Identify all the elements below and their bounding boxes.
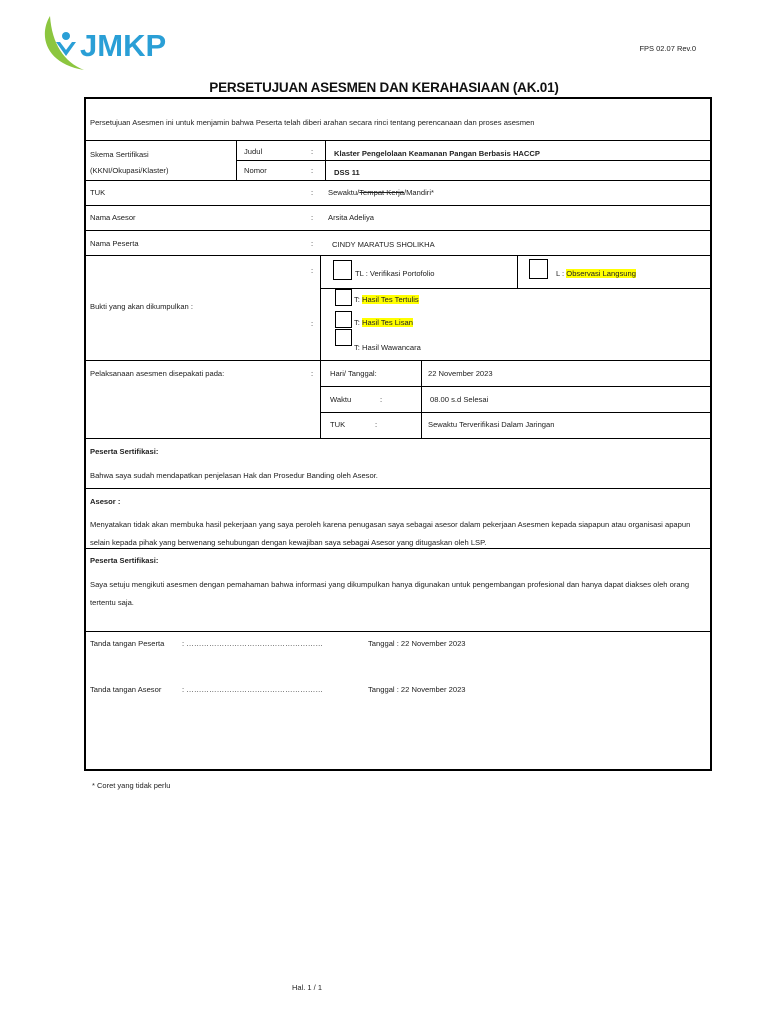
ttd-asesor-date: Tanggal : 22 November 2023 bbox=[368, 685, 466, 694]
row-divider bbox=[85, 631, 712, 632]
bukti-t1: T: Hasil Tes Tertulis bbox=[354, 295, 419, 304]
asesor-statement: Menyatakan tidak akan membuka hasil pekerjaan yang saya peroleh karena penugasan saya sebagai asesor dalam pekerjaan Asesmen kepada siapapun atau organisasi apapun selain kepada pihak yang berwenang sehubungan dengan kewajiban saya sebagai Asesor yang ditugaskan oleh LSP. bbox=[90, 520, 691, 547]
checkbox-tl[interactable] bbox=[333, 260, 352, 280]
asesor-heading: Asesor : bbox=[90, 497, 121, 506]
tuk-options bbox=[328, 188, 434, 197]
footnote: * Coret yang tidak perlu bbox=[92, 781, 171, 790]
ttd-peserta-label: Tanda tangan Peserta bbox=[90, 639, 165, 648]
row-divider bbox=[85, 488, 712, 489]
row-divider bbox=[236, 160, 712, 161]
colon: : bbox=[311, 213, 314, 222]
row-divider bbox=[85, 140, 712, 141]
checkbox-t3[interactable] bbox=[335, 329, 352, 346]
bukti-label: Bukti yang akan dikumpulkan : bbox=[90, 302, 193, 311]
row-divider bbox=[320, 386, 712, 387]
judul-label: Judul bbox=[244, 147, 263, 156]
judul-value: Klaster Pengelolaan Keamanan Pangan Berbasis HACCP bbox=[334, 149, 540, 158]
intro-text: Persetujuan Asesmen ini untuk menjamin bahwa Peserta telah diberi arahan secara rinci tentang perencanaan dan proses asesmen bbox=[90, 118, 535, 127]
svg-text:JMKP: JMKP bbox=[80, 28, 167, 63]
bukti-l: L : Observasi Langsung bbox=[556, 269, 636, 278]
tuk-option-tempat-kerja: Tempat Kerja bbox=[359, 188, 404, 197]
colon: : bbox=[311, 166, 314, 175]
ttd-peserta-date: Tanggal : 22 November 2023 bbox=[368, 639, 466, 648]
row-divider bbox=[320, 412, 712, 413]
jmkp-logo bbox=[42, 12, 192, 74]
row-divider bbox=[320, 288, 712, 289]
col-divider bbox=[421, 360, 422, 438]
row-divider bbox=[85, 230, 712, 231]
row-divider bbox=[85, 360, 712, 361]
asesor-value: Arsita Adeliya bbox=[328, 213, 375, 222]
peserta-statement-1: Bahwa saya sudah mendapatkan penjelasan Hak dan Prosedur Banding oleh Asesor. bbox=[90, 471, 378, 480]
colon: : bbox=[311, 266, 314, 275]
colon: : bbox=[380, 395, 383, 404]
peserta-heading-2: Peserta Sertifikasi: bbox=[90, 556, 159, 565]
col-divider bbox=[320, 255, 321, 360]
skema-sublabel: (KKNI/Okupasi/Klaster) bbox=[90, 166, 169, 175]
peserta-value: CINDY MARATUS SHOLIKHA bbox=[332, 240, 435, 249]
tuk-option-sewaktu: Sewaktu/ bbox=[328, 188, 360, 197]
document-reference: FPS 02.07 Rev.0 bbox=[639, 44, 696, 53]
colon: : bbox=[311, 369, 314, 378]
form-frame bbox=[84, 97, 712, 771]
peserta-label: Nama Peserta bbox=[90, 239, 139, 248]
waktu-value: 08.00 s.d Selesai bbox=[430, 395, 489, 404]
row-divider bbox=[85, 180, 712, 181]
nomor-label: Nomor bbox=[244, 166, 267, 175]
logo-mark-icon bbox=[42, 12, 192, 74]
colon: : bbox=[375, 420, 378, 429]
checkbox-t2[interactable] bbox=[335, 311, 352, 328]
peserta-statement-2: Saya setuju mengikuti asesmen dengan pemahaman bahwa informasi yang dikumpulkan hanya digunakan untuk pengembangan profesional dan hanya dapat diakses oleh orang tertentu saja. bbox=[90, 580, 690, 607]
colon: : bbox=[311, 147, 314, 156]
row-divider bbox=[85, 438, 712, 439]
colon: : bbox=[311, 239, 314, 248]
checkbox-l[interactable] bbox=[529, 259, 548, 279]
pelaksanaan-tuk-value: Sewaktu Terverifikasi Dalam Jaringan bbox=[428, 420, 555, 429]
tuk-label: TUK bbox=[90, 188, 106, 197]
bukti-tl: TL : Verifikasi Portofolio bbox=[355, 269, 435, 278]
bukti-t2: T: Hasil Tes Lisan bbox=[354, 318, 413, 327]
tuk-option-mandiri: /Mandiri* bbox=[404, 188, 434, 197]
asesor-label: Nama Asesor bbox=[90, 213, 136, 222]
col-divider bbox=[517, 255, 518, 288]
ttd-asesor-label: Tanda tangan Asesor bbox=[90, 685, 162, 694]
bukti-l-value: Observasi Langsung bbox=[566, 269, 636, 278]
row-divider bbox=[85, 255, 712, 256]
colon: : bbox=[311, 319, 314, 328]
bukti-t1-value: Hasil Tes Tertulis bbox=[362, 295, 419, 304]
page-number: Hal. 1 / 1 bbox=[292, 983, 323, 992]
peserta-heading-1: Peserta Sertifikasi: bbox=[90, 447, 159, 456]
pelaksanaan-tuk-label: TUK bbox=[330, 420, 346, 429]
bukti-t3: T: Hasil Wawancara bbox=[354, 343, 421, 352]
checkbox-t1[interactable] bbox=[335, 289, 352, 306]
col-divider bbox=[320, 360, 321, 438]
skema-label: Skema Sertifikasi bbox=[90, 150, 149, 159]
hari-value: 22 November 2023 bbox=[428, 369, 493, 378]
bukti-t2-value: Hasil Tes Lisan bbox=[362, 318, 413, 327]
hari-label: Hari/ Tanggal: bbox=[330, 369, 377, 378]
waktu-label: Waktu bbox=[330, 395, 352, 404]
page-title: PERSETUJUAN ASESMEN DAN KERAHASIAAN (AK.01) bbox=[209, 80, 559, 95]
ttd-asesor-line: : ……………………………………………… bbox=[182, 685, 323, 694]
row-divider bbox=[85, 205, 712, 206]
nomor-value: DSS 11 bbox=[334, 168, 360, 177]
pelaksanaan-label: Pelaksanaan asesmen disepakati pada: bbox=[90, 369, 225, 378]
colon: : bbox=[311, 188, 314, 197]
ttd-peserta-line: : ……………………………………………… bbox=[182, 639, 323, 648]
